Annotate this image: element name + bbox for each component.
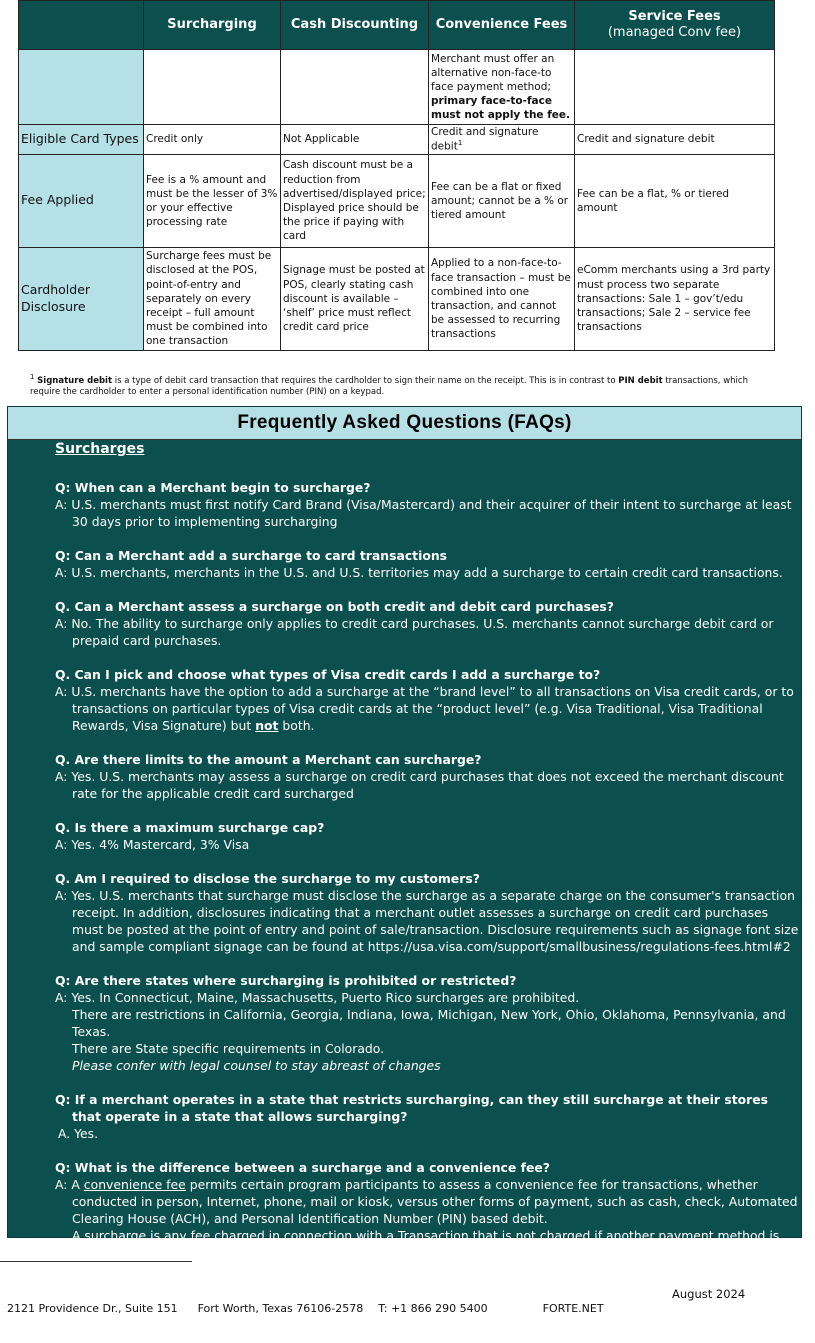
faq-item (55, 666, 800, 734)
table-row (19, 125, 775, 155)
faq-answer-text: A: U.S. merchants have the option to add a surcharge at the “brand level” to all transactions on Visa credit cards, or to transactions on particular types of Visa credit cards at the “product level” (e.g. Visa Traditional, Visa Traditional Rewards, Visa Signature) but (55, 684, 794, 733)
faq-item (55, 751, 800, 802)
header-service-fees-title: Service Fees (628, 8, 721, 24)
header-service-fees (575, 1, 775, 50)
faq-answer (55, 683, 800, 734)
faq-title: Frequently Asked Questions (FAQs) (8, 407, 801, 440)
row-label (19, 50, 144, 125)
cell-service (575, 50, 775, 125)
faq-answer-text: There are restrictions in California, Georgia, Indiana, Iowa, Michigan, New York, Ohio, Oklahoma, Pennsylvania, and Texas. (72, 1007, 786, 1039)
cell-conv: Applied to a non-face-to-face transaction – must be combined into one transaction, and cannot be assessed to recurring transactions (429, 247, 575, 350)
faq-question: Q. Can I pick and choose what types of Visa credit cards I add a surcharge to? (55, 667, 601, 682)
faq-answer-text: A (72, 1228, 85, 1243)
footnote-term-signature-debit: Signature debit (37, 375, 113, 386)
footnote-marker: 1 (457, 139, 463, 148)
faq-item (55, 479, 800, 530)
faq-answer-text: is any fee charged in connection with a Transaction that is not charged if another payment method is used. (72, 1228, 780, 1260)
footer-website: FORTE.NET (542, 1302, 604, 1315)
cell-conv (429, 125, 575, 155)
cell-cash: Not Applicable (281, 125, 429, 155)
table-header-row (19, 1, 775, 50)
footer-city: Fort Worth, Texas 76106-2578 (197, 1302, 364, 1315)
footer-address: 2121 Providence Dr., Suite 151 (7, 1302, 178, 1315)
cell-surcharging: Surcharge fees must be disclosed at the POS, point-of-entry and separately on every receipt – full amount must be combined into one transaction (144, 247, 281, 350)
table-row (19, 154, 775, 247)
table-row (19, 247, 775, 350)
footnote-term-pin-debit: PIN debit (618, 375, 663, 386)
faq-answer: A. Yes. (58, 1126, 99, 1141)
cell-conv-bold: primary face-to-face must not apply the fee. (431, 95, 570, 122)
faq-answer: A: No. The ability to surcharge only applies to credit card purchases. U.S. merchants cannot surcharge debit card or prepaid card purchases. (55, 616, 774, 648)
faq-question: Q: If a merchant operates in a state that restricts surcharging, can they still surcharge at their stores that operate in a state that allows surcharging? (55, 1092, 769, 1124)
cell-surcharging: Credit only (144, 125, 281, 155)
faq-answer-line (72, 1227, 800, 1261)
cell-service: Fee can be a flat, % or tiered amount (575, 154, 775, 247)
faq-answer: A: U.S. merchants must first notify Card Brand (Visa/Mastercard) and their acquirer of their intent to surcharge at least 30 days prior to implementing surcharging (55, 497, 792, 529)
row-label-eligible-card-types: Eligible Card Types (19, 125, 144, 155)
faq-answer: A: Yes. U.S. merchants may assess a surcharge on credit card purchases that does not exceed the merchant discount rate for the applicable credit card surcharged (55, 769, 784, 801)
footnote-divider (0, 1261, 192, 1262)
faq-answer-term: surcharge (84, 1228, 147, 1243)
footnote-text: transactions, which require the cardholder to enter a personal identification number (PIN) on a keypad. (30, 375, 748, 398)
faq-question: Q. Can a Merchant assess a surcharge on both credit and debit card purchases? (55, 599, 614, 614)
cell-cash (281, 50, 429, 125)
faq-answer-note: Please confer with legal counsel to stay abreast of changes (72, 1058, 441, 1073)
header-convenience-fees: Convenience Fees (429, 1, 575, 50)
faq-item (55, 547, 800, 581)
faq-answer: A: U.S. merchants, merchants in the U.S. and U.S. territories may add a surcharge to certain credit card transactions. (55, 565, 783, 580)
faq-answer-emphasis: not (255, 718, 279, 733)
faq-answer: A: Yes. U.S. merchants that surcharge must disclose the surcharge as a separate charge on the consumer's transaction receipt. In addition, disclosures indicating that a merchant outlet assesses a surcharge on credit card purchases must be posted at the point of entry and point of sale/transaction. Disclosure requirements such as signage font size and sample compliant signage can be found at https://usa.visa.com/support/smallbusiness/regulations-fees.html#2 (55, 888, 799, 954)
fee-comparison-table (18, 0, 775, 351)
header-cash-discounting: Cash Discounting (281, 1, 429, 50)
faq-item (55, 972, 800, 1074)
faq-list (55, 479, 800, 1278)
faq-answer-text: There are State specific requirements in Colorado. (72, 1041, 385, 1056)
cell-cash: Cash discount must be a reduction from advertised/displayed price; Displayed price should be the price if paying with card (281, 154, 429, 247)
document-date: August 2024 (672, 1287, 746, 1301)
faq-answer: A: Yes. 4% Mastercard, 3% Visa (55, 837, 250, 852)
faq-answer-text: permits certain program participants to assess a convenience fee for transactions, whether conducted in person, Internet, phone, mail or kiosk, versus other forms of payment, such as cash, check, Automated Clearing House (ACH), and Personal Identification Number (PIN) based debit. (72, 1177, 798, 1226)
cell-conv-text: Credit and signature debit (431, 126, 539, 153)
faq-question: Q: Are there states where surcharging is prohibited or restricted? (55, 973, 517, 988)
cell-conv: Fee can be a flat or fixed amount; cannot be a % or tiered amount (429, 154, 575, 247)
cell-conv (429, 50, 575, 125)
faq-answer-term: convenience fee (83, 1177, 186, 1192)
cell-conv-text: Merchant must offer an alternative non-face-to face payment method; (431, 52, 555, 93)
faq-question: Q: When can a Merchant begin to surcharge? (55, 480, 371, 495)
faq-answer-text: A: Yes. In Connecticut, Maine, Massachusetts, Puerto Rico surcharges are prohibited. (55, 990, 580, 1005)
faq-panel (7, 406, 802, 1260)
faq-question: Q: What is the difference between a surcharge and a convenience fee? (55, 1160, 550, 1175)
faq-question: Q: Can a Merchant add a surcharge to card transactions (55, 548, 448, 563)
faq-item (55, 1091, 800, 1142)
faq-question: Q. Is there a maximum surcharge cap? (55, 820, 325, 835)
faq-question: Q. Are there limits to the amount a Merchant can surcharge? (55, 752, 482, 767)
faq-item (55, 819, 800, 853)
cell-service: Credit and signature debit (575, 125, 775, 155)
footnote-text: is a type of debit card transaction that requires the cardholder to sign their name on the receipt. This is in contrast to (112, 375, 619, 386)
footnote-marker: 1 (30, 373, 35, 381)
faq-answer (55, 989, 800, 1074)
faq-answer-text: both. (278, 718, 315, 733)
footnote (30, 373, 770, 399)
row-label-cardholder-disclosure: Cardholder Disclosure (19, 247, 144, 350)
cell-surcharging: Fee is a % amount and must be the lesser of 3% or your effective processing rate (144, 154, 281, 247)
faq-item (55, 598, 800, 649)
cell-service: eComm merchants using a 3rd party must process two separate transactions: Sale 1 – gov’t/edu transactions; Sale 2 – service fee transactions (575, 247, 775, 350)
cell-cash: Signage must be posted at POS, clearly stating cash discount is available – ‘shelf’ price must reflect credit card price (281, 247, 429, 350)
footer-phone: T: +1 866 290 5400 (378, 1302, 488, 1315)
cell-surcharging (144, 50, 281, 125)
faq-item (55, 1159, 800, 1261)
header-blank (19, 1, 144, 50)
header-service-fees-sub: (managed Conv fee) (607, 25, 742, 40)
faq-question: Q. Am I required to disclose the surcharge to my customers? (55, 871, 480, 886)
header-surcharging: Surcharging (144, 1, 281, 50)
faq-answer (55, 1176, 800, 1261)
row-label-fee-applied: Fee Applied (19, 154, 144, 247)
table-row (19, 50, 775, 125)
faq-item (55, 870, 800, 955)
faq-answer-text: A: A (55, 1177, 84, 1192)
footer-contact (7, 1302, 604, 1315)
faq-section-heading: Surcharges (55, 441, 145, 457)
